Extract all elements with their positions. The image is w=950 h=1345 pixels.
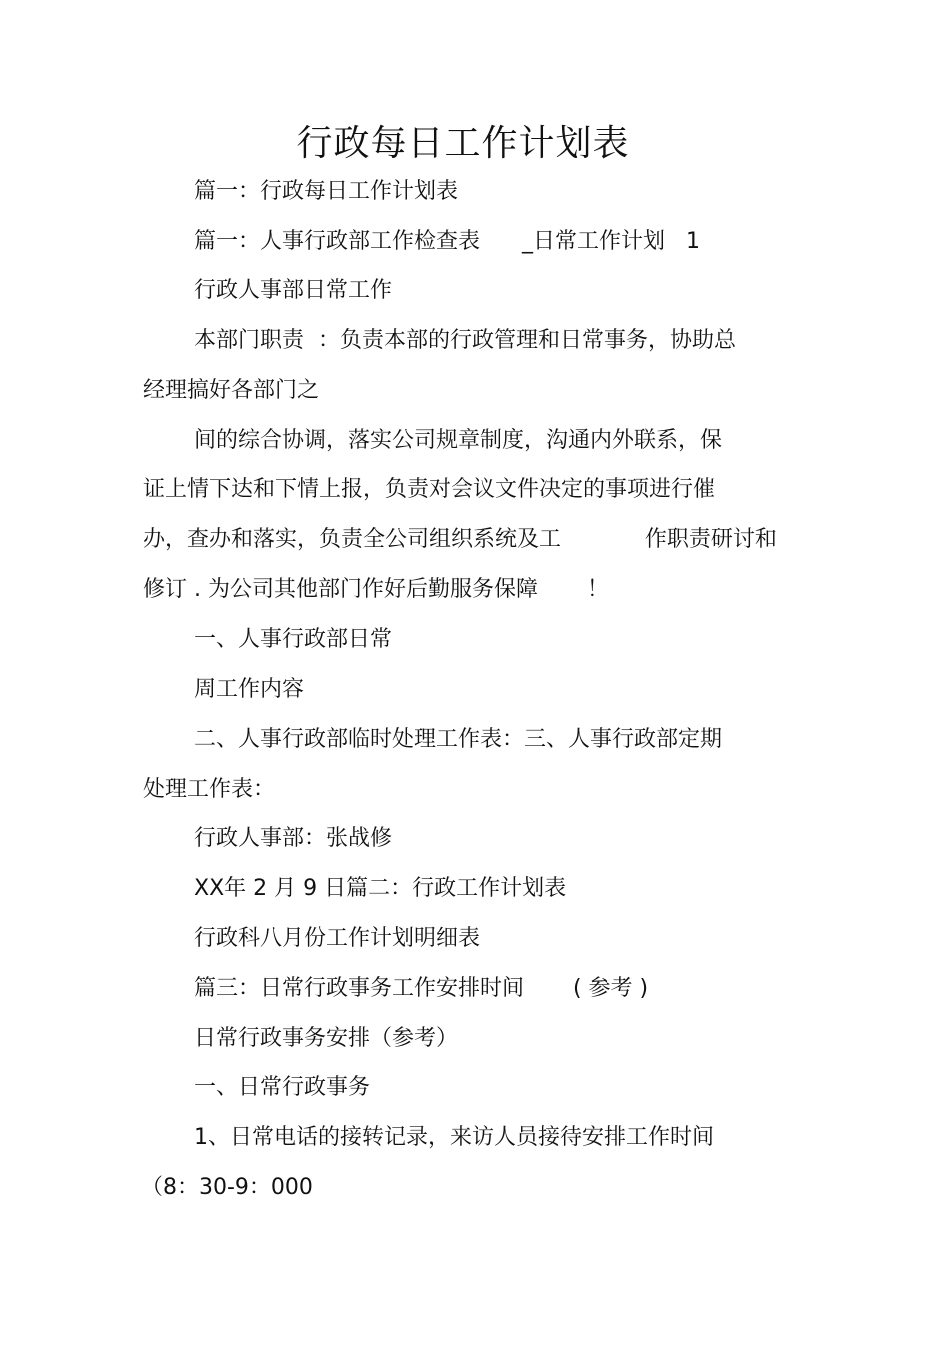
text-line: 间的综合协调，落实公司规章制度，沟通内外联系，保 bbox=[194, 428, 723, 453]
text-line: 1、日常电话的接转记录，来访人员接待安排工作时间 bbox=[194, 1125, 714, 1150]
text-line: 日常行政事务安排（参考） bbox=[194, 1026, 459, 1051]
text-line: 办，查办和落实，负责全公司组织系统及工 作职责研讨和 bbox=[143, 527, 777, 552]
text-line: 行政科八月份工作计划明细表 bbox=[194, 926, 481, 951]
text-line: 一、日常行政事务 bbox=[194, 1075, 371, 1100]
text-line: 经理搞好各部门之 bbox=[143, 378, 320, 403]
text-line: 修订 . 为公司其他部门作好后勤服务保障 ！ bbox=[143, 577, 609, 602]
text-line: XX年 2 月 9 日篇二：行政工作计划表 bbox=[194, 876, 567, 901]
text-line: 篇一：行政每日工作计划表 bbox=[194, 179, 459, 204]
text-line: 二、人事行政部临时处理工作表：三、人事行政部定期 bbox=[194, 727, 723, 752]
text-line: 一、人事行政部日常 bbox=[194, 627, 393, 652]
text-line: 行政人事部：张战修 bbox=[194, 826, 393, 851]
text-line: 篇三：日常行政事务工作安排时间 ( 参考 ) bbox=[194, 976, 649, 1001]
document-title: 行政每日工作计划表 bbox=[296, 123, 630, 164]
text-line: （8：30-9：000 bbox=[141, 1175, 313, 1200]
text-line: 篇一：人事行政部工作检查表 _日常工作计划 1 bbox=[194, 229, 700, 254]
text-line: 证上情下达和下情上报，负责对会议文件决定的事项进行催 bbox=[143, 477, 716, 502]
text-line: 行政人事部日常工作 bbox=[194, 278, 393, 303]
text-line: 本部门职责 ：负责本部的行政管理和日常事务，协助总 bbox=[194, 328, 736, 353]
text-line: 处理工作表： bbox=[143, 777, 276, 802]
text-line: 周工作内容 bbox=[194, 677, 305, 702]
